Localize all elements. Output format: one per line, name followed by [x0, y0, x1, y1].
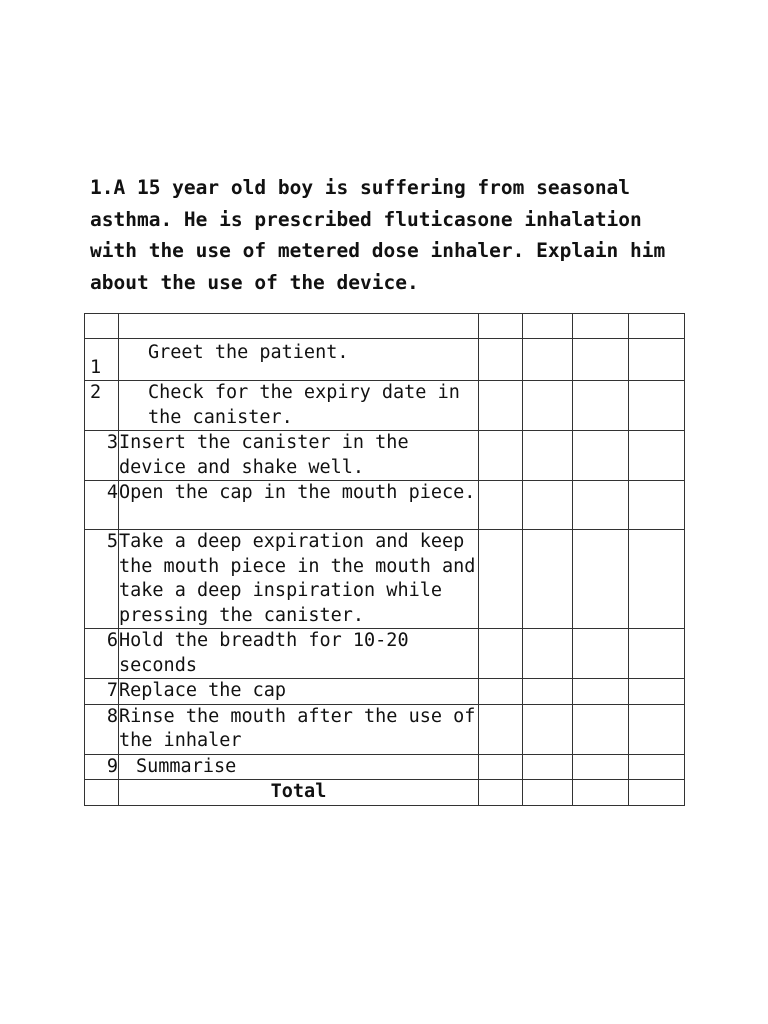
- score-cell: [479, 679, 523, 705]
- score-cell: [629, 780, 685, 806]
- table-header-row: [85, 314, 685, 339]
- score-cell: [523, 381, 573, 431]
- score-cell: [573, 339, 629, 381]
- table-row: [85, 754, 685, 780]
- score-cell: [573, 431, 629, 481]
- score-cell: [479, 431, 523, 481]
- score-cell: [629, 754, 685, 780]
- score-cell: [523, 754, 573, 780]
- header-cell: [523, 314, 573, 339]
- score-cell: [573, 629, 629, 679]
- step-text: Summarise: [119, 754, 479, 780]
- step-number: 8: [85, 704, 119, 754]
- score-cell: [479, 629, 523, 679]
- step-text: Replace the cap: [119, 679, 479, 705]
- step-number: 9: [85, 754, 119, 780]
- score-cell: [629, 431, 685, 481]
- table-row: [85, 431, 685, 481]
- score-cell: [629, 339, 685, 381]
- score-cell: [523, 431, 573, 481]
- score-cell: [523, 679, 573, 705]
- score-cell: [479, 339, 523, 381]
- header-cell: [479, 314, 523, 339]
- total-row: [85, 780, 685, 806]
- step-number: 2: [85, 381, 119, 431]
- score-cell: [523, 629, 573, 679]
- table-row: [85, 381, 685, 431]
- score-cell: [573, 481, 629, 530]
- table-row: [85, 530, 685, 629]
- score-cell: [479, 381, 523, 431]
- score-cell: [523, 704, 573, 754]
- score-cell: [523, 530, 573, 629]
- question-text: 1.A 15 year old boy is suffering from seasonal asthma. He is prescribed fluticasone inhalation with the use of metered dose inhaler. Explain him about the use of the device.: [90, 176, 666, 294]
- table-row: [85, 629, 685, 679]
- table-row: [85, 481, 685, 530]
- step-number: 6: [85, 629, 119, 679]
- score-cell: [523, 780, 573, 806]
- score-cell: [573, 704, 629, 754]
- score-cell: [629, 530, 685, 629]
- total-label: Total: [119, 780, 479, 806]
- step-number: 5: [85, 530, 119, 629]
- score-cell: [573, 780, 629, 806]
- header-cell: [629, 314, 685, 339]
- score-cell: [629, 704, 685, 754]
- score-cell: [629, 629, 685, 679]
- score-cell: [479, 754, 523, 780]
- table-row: [85, 679, 685, 705]
- step-number: 1: [85, 339, 119, 381]
- header-cell: [119, 314, 479, 339]
- header-cell: [573, 314, 629, 339]
- checklist-table: [84, 313, 685, 806]
- step-text: Hold the breadth for 10-20 seconds: [119, 629, 479, 679]
- score-cell: [479, 780, 523, 806]
- step-text: Check for the expiry date in the canister.: [119, 381, 479, 431]
- score-cell: [629, 381, 685, 431]
- total-number-cell: [85, 780, 119, 806]
- step-number: 7: [85, 679, 119, 705]
- step-text: Insert the canister in the device and shake well.: [119, 431, 479, 481]
- table-row: [85, 704, 685, 754]
- table-row: [85, 339, 685, 381]
- score-cell: [523, 339, 573, 381]
- score-cell: [629, 481, 685, 530]
- step-text: Take a deep expiration and keep the mouth piece in the mouth and take a deep inspiration while pressing the canister.: [119, 530, 479, 629]
- score-cell: [573, 530, 629, 629]
- step-text: Rinse the mouth after the use of the inhaler: [119, 704, 479, 754]
- step-text: Greet the patient.: [119, 339, 479, 381]
- score-cell: [573, 381, 629, 431]
- score-cell: [479, 530, 523, 629]
- score-cell: [479, 704, 523, 754]
- header-cell: [85, 314, 119, 339]
- score-cell: [629, 679, 685, 705]
- score-cell: [479, 481, 523, 530]
- score-cell: [523, 481, 573, 530]
- score-cell: [573, 679, 629, 705]
- step-text: Open the cap in the mouth piece.: [119, 481, 479, 530]
- step-number: 4: [85, 481, 119, 530]
- score-cell: [573, 754, 629, 780]
- step-number: 3: [85, 431, 119, 481]
